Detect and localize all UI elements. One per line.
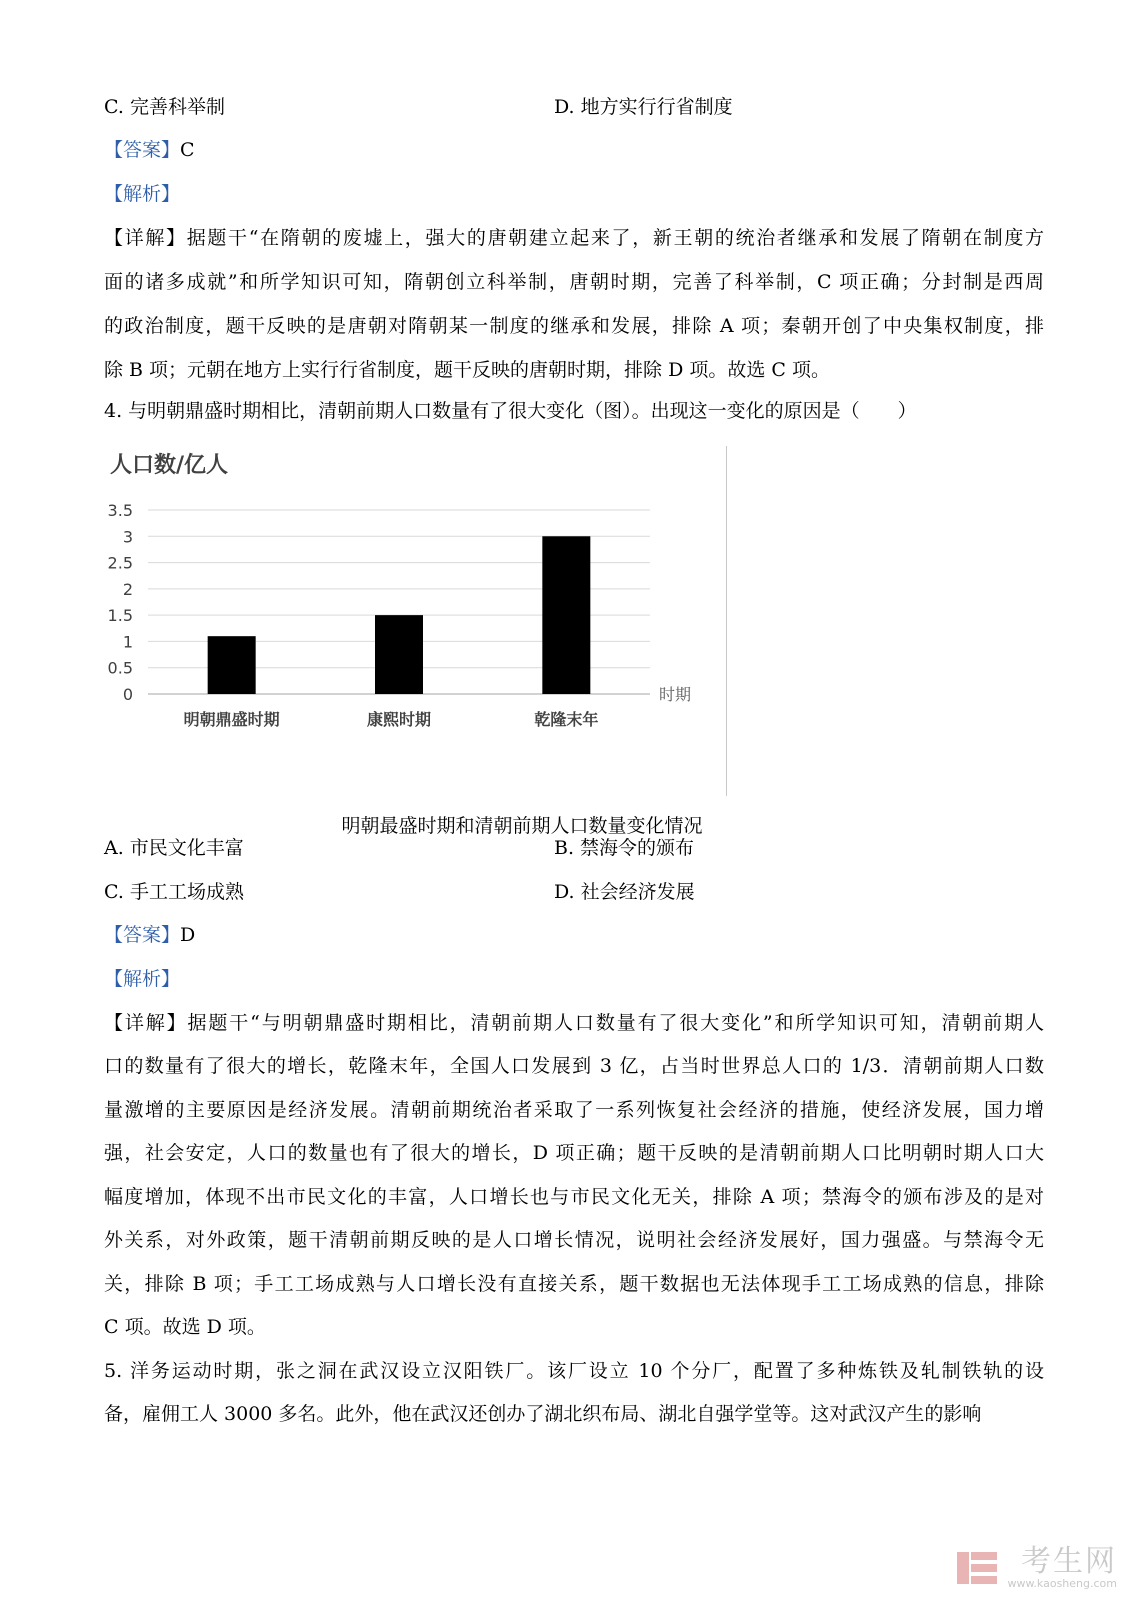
x-axis-label: 时期 [659,685,692,704]
logo-block [971,1552,997,1560]
q4-stem: 4. 与明朝鼎盛时期相比，清朝前期人口数量有了很大变化（图）。出现这一变化的原因是（ ） [104,400,917,422]
y-tick-label: 3 [122,527,133,547]
q3-detail-line: 【详解】据题干“在隋朝的废墟上，强大的唐朝建立起来了，新王朝的统治者继承和发展了隋朝在制度方 [104,227,1044,249]
q4-detail-line: 关，排除 B 项；手工工场成熟与人口增长没有直接关系，题干数据也无法体现手工工场成熟的信息，排除 [104,1273,1044,1295]
q3-analysis [104,179,1044,209]
q3-answer [104,135,1044,165]
q4-detail-line: C 项。故选 D 项。 [104,1316,266,1338]
y-tick-label: 0.5 [107,658,133,678]
answer-tag: 【答案】 [104,139,181,161]
analysis-tag: 【解析】 [104,183,181,205]
q4-detail-line: 量激增的主要原因是经济发展。清朝前期统治者采取了一系列恢复社会经济的措施，使经济发展，国力增 [104,1099,1044,1121]
logo-block [971,1576,997,1584]
q4-option-b: B. 禁海令的颁布 [554,837,695,859]
q5-stem-line: 5. 洋务运动时期，张之洞在武汉设立汉阳铁厂。该厂设立 10 个分厂，配置了多种炼铁及轧制铁轨的设 [104,1360,1044,1382]
q4-option-d: D. 社会经济发展 [554,881,695,903]
answer-value: D [180,924,196,946]
y-tick-label: 2 [122,579,133,599]
y-tick-label: 3.5 [107,501,133,520]
x-tick-label: 康熙时期 [366,710,432,729]
q4-answer [104,920,1044,950]
q4-option-a: A. 市民文化丰富 [104,837,244,859]
q3-detail-line: 除 B 项；元朝在地方上实行行省制度，题干反映的唐朝时期，排除 D 项。故选 C 项。 [104,359,830,381]
bar [208,636,256,694]
bar [375,615,423,694]
x-tick-label: 乾隆末年 [534,710,599,729]
y-tick-label: 2.5 [107,553,133,573]
q4-detail-line: 口的数量有了很大的增长，乾隆末年，全国人口发展到 3 亿，占当时世界总人口的 1/3．清朝前期人口数 [104,1055,1044,1077]
analysis-tag: 【解析】 [104,968,181,990]
answer-value: C [180,139,195,161]
watermark-url: www.kaosheng.com [1007,1577,1117,1590]
y-tick-label: 1.5 [107,606,133,626]
population-chart [100,437,726,797]
chart-divider [726,446,727,796]
q3-option-c: C. 完善科举制 [104,96,225,118]
q4-analysis [104,964,1044,994]
y-tick-label: 1 [122,632,133,652]
q4-detail-line: 强，社会安定，人口的数量也有了很大的增长，D 项正确；题干反映的是清朝前期人口比明朝时期人口大 [104,1142,1044,1164]
answer-tag: 【答案】 [104,924,181,946]
chart-title: 人口数/亿人 [110,453,229,478]
q3-option-d: D. 地方实行行省制度 [554,96,733,118]
q5-stem-line: 备，雇佣工人 3000 多名。此外，他在武汉还创办了湖北织布局、湖北自强学堂等。这对武汉产生的影响 [104,1403,982,1425]
x-tick-label: 明朝鼎盛时期 [183,710,280,729]
q4-option-c: C. 手工工场成熟 [104,881,244,903]
q3-detail-line: 面的诸多成就”和所学知识可知，隋朝创立科举制，唐朝时期，完善了科举制，C 项正确；分封制是西周 [104,271,1044,293]
population-chart-svg [100,437,726,797]
q4-detail-line: 【详解】据题干“与明朝鼎盛时期相比，清朝前期人口数量有了很大变化”和所学知识可知，清朝前期人 [104,1012,1044,1034]
q4-detail-line: 幅度增加，体现不出市民文化的丰富，人口增长也与市民文化无关，排除 A 项；禁海令的颁布涉及的是对 [104,1186,1044,1208]
q4-detail-line: 外关系，对外政策，题干清朝前期反映的是人口增长情况，说明社会经济发展好，国力强盛。与禁海令无 [104,1229,1044,1251]
watermark [955,1546,1117,1590]
logo-block [957,1552,969,1584]
watermark-text: 考生网 [1021,1544,1117,1579]
q3-detail-line: 的政治制度，题干反映的是唐朝对隋朝某一制度的继承和发展，排除 A 项；秦朝开创了中央集权制度，排 [104,315,1044,337]
y-tick-label: 0 [122,685,133,704]
logo-block [971,1564,997,1572]
bar [542,536,590,694]
chart-caption: 明朝最盛时期和清朝前期人口数量变化情况 [341,815,703,837]
kaosheng-logo-icon [955,1550,999,1586]
